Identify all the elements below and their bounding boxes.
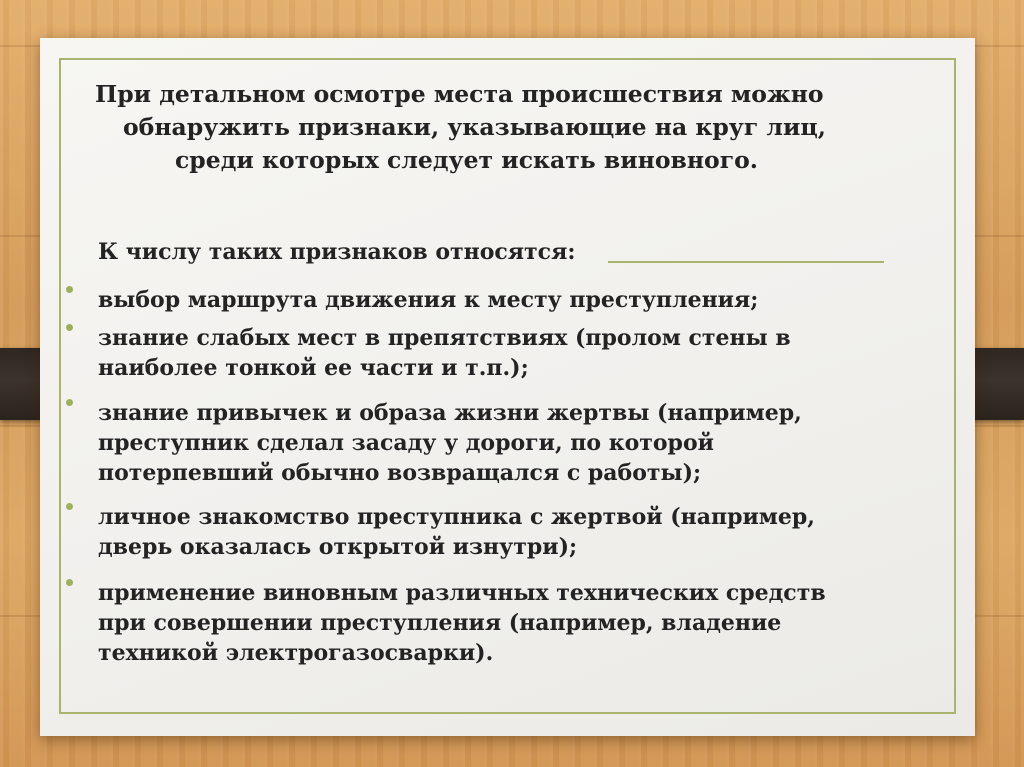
list-item-text: дверь оказалась открытой изнутри); — [98, 534, 578, 560]
list-item-text: применение виновным различных технических средств — [98, 580, 826, 606]
heading-underline — [608, 261, 884, 263]
bullet-dot-icon — [66, 324, 73, 331]
list-item — [64, 502, 924, 562]
list-item-text: при совершении преступления (например, владение — [98, 610, 782, 636]
slide-paper — [40, 38, 975, 736]
bullet-dot-icon — [66, 579, 73, 586]
list-item-text: наиболее тонкой ее части и т.п.); — [98, 355, 529, 381]
bullet-dot-icon — [66, 286, 73, 293]
list-item-text: техникой электрогазосварки). — [98, 640, 494, 666]
list-item-text: знание слабых мест в препятствиях (пролом стены в — [98, 325, 791, 351]
features-list — [64, 285, 924, 668]
list-item-text: потерпевший обычно возвращался с работы); — [98, 460, 702, 486]
list-item-text: выбор маршрута движения к месту преступления; — [98, 287, 759, 313]
intro-paragraph — [95, 78, 915, 177]
bullet-dot-icon — [66, 503, 73, 510]
list-item — [64, 285, 924, 315]
intro-line: При детальном осмотре места происшествия можно — [95, 80, 824, 108]
list-heading: К числу таких признаков относятся: — [98, 239, 576, 265]
list-item — [64, 323, 924, 383]
list-item-text: знание привычек и образа жизни жертвы (например, — [98, 400, 802, 426]
list-item-text: преступник сделал засаду у дороги, по которой — [98, 430, 714, 456]
slide-content — [40, 38, 975, 736]
list-item-text: личное знакомство преступника с жертвой (например, — [98, 504, 815, 530]
list-item — [64, 398, 924, 488]
bullet-dot-icon — [66, 399, 73, 406]
intro-line: обнаружить признаки, указывающие на круг лиц, — [123, 113, 826, 141]
intro-line: среди которых следует искать виновного. — [175, 146, 758, 174]
list-item — [64, 578, 924, 668]
